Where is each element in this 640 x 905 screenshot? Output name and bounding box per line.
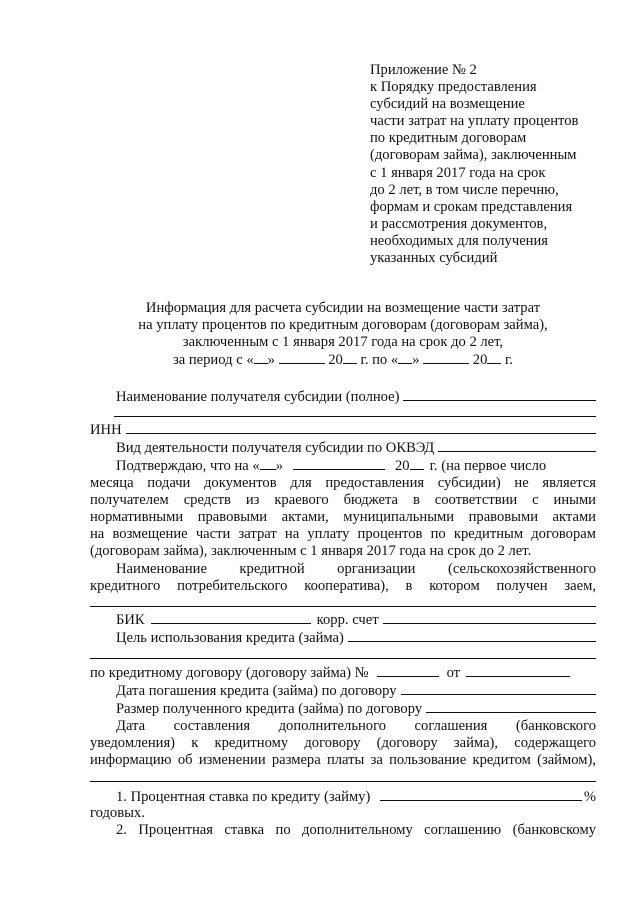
okved-label: Вид деятельности получателя субсидии по ОКВЭД	[116, 440, 435, 456]
interest-rate-row	[90, 788, 596, 806]
appendix-line: по кредитным договорам	[370, 130, 527, 147]
recipient-name-label: Наименование получателя субсидии (полное)	[116, 389, 400, 405]
inn-label: ИНН	[90, 422, 122, 438]
appendix-line: Приложение № 2	[370, 62, 477, 78]
interest-rate-label: 1. Процентная ставка по кредиту (займу)	[116, 789, 371, 805]
confirmation-first-line: Подтверждаю, что на « » 20 г. (на первое число	[116, 458, 547, 474]
appendix-line: к Порядку предоставления	[370, 79, 537, 96]
confirm-day-field[interactable]	[260, 457, 276, 470]
bik-row	[90, 611, 596, 629]
period-end-day-field[interactable]	[398, 351, 412, 364]
inn-row	[90, 421, 596, 439]
addendum-rate-label: 2. Процентная ставка по дополнительному соглашению (банковскому	[116, 822, 596, 838]
credit-org-label: Наименование кредитной организации (сельскохозяйственного	[116, 561, 596, 577]
credit-amount-label: Размер полученного кредита (займа) по договору	[116, 701, 423, 717]
confirmation-text: нормативными правовыми актами, муниципальными правовыми актами	[90, 509, 596, 525]
period-end-month-field[interactable]	[423, 351, 469, 364]
corr-account-label: корр. счет	[316, 612, 379, 628]
corr-account-field[interactable]	[383, 611, 596, 624]
confirm-year-field[interactable]	[410, 457, 424, 470]
period-end-year-field[interactable]	[487, 351, 501, 364]
contract-date-field[interactable]	[466, 664, 570, 677]
repayment-date-label: Дата погашения кредита (займа) по договору	[116, 683, 397, 699]
confirmation-text: получателем средств из краевого бюджета в соответствии с иными	[90, 492, 596, 508]
period-start-month-field[interactable]	[279, 351, 325, 364]
appendix-line: части затрат на уплату процентов	[370, 113, 579, 130]
credit-purpose-row	[90, 629, 596, 647]
repayment-date-row	[90, 682, 596, 700]
credit-org-label: кредитного потребительского кооператива), в котором получен заем,	[90, 578, 596, 594]
period-start-year-field[interactable]	[343, 351, 357, 364]
inn-field[interactable]	[126, 421, 596, 434]
appendix-line: (договорам займа), заключенным	[370, 147, 577, 164]
bik-field[interactable]	[151, 611, 311, 624]
contract-date-label: от	[446, 665, 461, 681]
appendix-line: формам и срокам представления	[370, 198, 573, 215]
recipient-name-field[interactable]	[403, 388, 596, 401]
form-title-line: Информация для расчета субсидии на возмещение части затрат	[145, 300, 541, 316]
credit-purpose-field-continued[interactable]	[90, 658, 596, 659]
contract-number-field[interactable]	[377, 664, 439, 677]
credit-org-field[interactable]	[90, 606, 596, 607]
percent-sign: %	[583, 789, 596, 805]
appendix-line: до 2 лет, в том числе перечню,	[370, 181, 559, 198]
repayment-date-field[interactable]	[401, 682, 596, 695]
confirmation-text: (договорам займа), заключенным с 1 января 2017 года на срок до 2 лет.	[90, 543, 532, 559]
okved-field[interactable]	[438, 439, 596, 452]
form-title-line: заключенным с 1 января 2017 года на срок до 2 лет,	[182, 334, 504, 350]
confirmation-text: месяца подачи документов для предоставления субсидии) не является	[90, 475, 596, 491]
okved-row	[90, 439, 596, 457]
credit-amount-field[interactable]	[426, 700, 596, 713]
appendix-line: необходимых для получения	[370, 232, 549, 249]
period-start-day-field[interactable]	[254, 351, 268, 364]
form-title-line: на уплату процентов по кредитным договорам (договорам займа),	[138, 317, 548, 333]
contract-number-label: по кредитному договору (договору займа) №	[90, 665, 369, 681]
credit-purpose-label: Цель использования кредита (займа)	[116, 630, 344, 646]
recipient-name-row	[90, 388, 596, 406]
credit-purpose-field[interactable]	[348, 629, 596, 642]
appendix-line: с 1 января 2017 года на срок	[370, 164, 546, 181]
recipient-name-field-continued[interactable]	[114, 416, 596, 417]
appendix-line: и рассмотрения документов,	[370, 215, 548, 232]
contract-row	[90, 664, 596, 682]
interest-rate-field[interactable]	[380, 788, 581, 801]
appendix-line: субсидий на возмещение	[370, 96, 525, 113]
report-period-line: за период с « » 20 г. по « » 20 г.	[172, 352, 514, 368]
addendum-label: Дата составления дополнительного соглашения (банковского	[116, 718, 596, 734]
addendum-field[interactable]	[90, 781, 596, 782]
appendix-line: указанных субсидий	[370, 250, 498, 267]
interest-rate-tail: годовых.	[90, 805, 145, 821]
addendum-label: уведомления) к кредитному договору (договору займа), содержащего	[90, 735, 596, 751]
credit-amount-row	[90, 700, 596, 718]
confirmation-text: на возмещение части затрат на уплату процентов по кредитным договорам	[90, 526, 596, 542]
addendum-label: информацию об изменении размера платы за пользование кредитом (займом),	[90, 752, 596, 768]
appendix-header	[370, 62, 578, 267]
bik-label: БИК	[116, 612, 145, 628]
confirm-month-field[interactable]	[293, 457, 385, 470]
